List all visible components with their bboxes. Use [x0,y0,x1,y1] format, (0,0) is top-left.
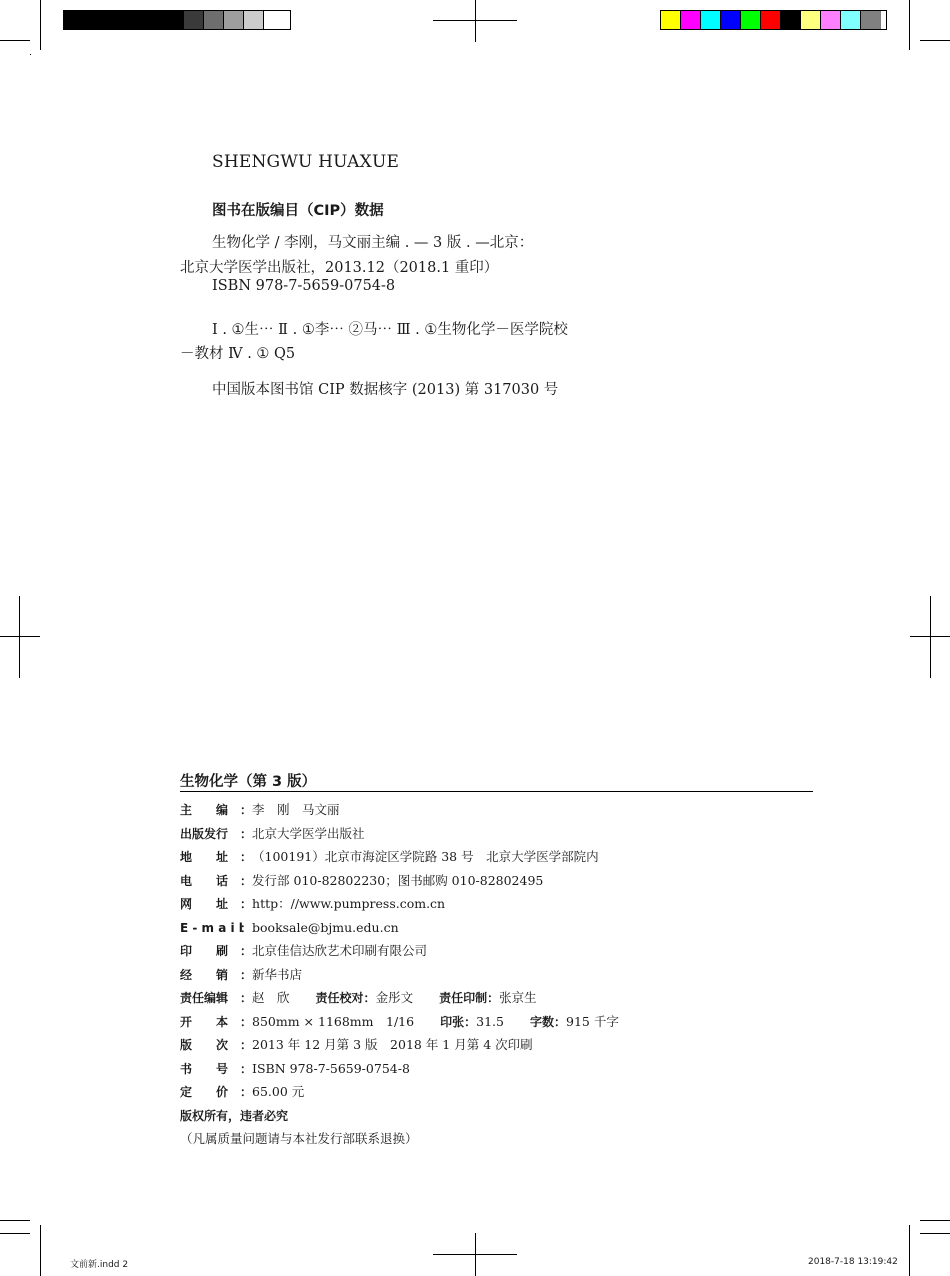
book-number-label: 书 号 [180,1061,229,1076]
book-number-value: ISBN 978-7-5659-0754-8 [252,1060,410,1076]
gray-swatch [244,11,264,29]
website-value: http：//www.pumpress.com.cn [252,896,446,911]
gray-swatch [124,11,144,29]
format-value: 850mm × 1168mm 1/16 [252,1013,415,1029]
color-swatch [801,11,821,29]
gray-swatch [224,11,244,29]
color-swatch [861,11,881,29]
gray-swatch [204,11,224,29]
info-row-printer: 印 刷 ： 北京佳信达欣艺术印刷有限公司 [180,942,820,966]
info-row-editor: 主 编 ： 李 刚 马文丽 [180,801,820,825]
romanized-title: SHENGWU HUAXUE [212,152,400,172]
color-swatch [681,11,701,29]
cip-classification-1: Ⅰ . ①生⋯ Ⅱ . ①李⋯ ②马⋯ Ⅲ . ①生物化学－医学院校 [212,322,568,338]
cip-isbn: ISBN 978-7-5659-0754-8 [212,278,396,294]
color-swatch [701,11,721,29]
cip-line-2: 北京大学医学出版社，2013.12（2018.1 重印） [180,260,499,276]
color-swatch [841,11,861,29]
address-label: 地 址 [180,850,229,864]
cip-heading: 图书在版编目（CIP）数据 [212,203,384,219]
email-value: booksale@bjmu.edu.cn [252,919,399,935]
color-swatch [721,11,741,29]
price-value: 65.00 元 [252,1084,305,1099]
word-count-label: 字数 [529,1014,554,1029]
quality-notice [180,1130,820,1154]
info-row-website: 网 址 ： http：//www.pumpress.com.cn [180,895,820,919]
editor-label: 主 编 [180,803,229,817]
proofreader-value: 金彤文 [375,990,414,1005]
info-row-email: E - m a i l ： booksale@bjmu.edu.cn [180,919,820,943]
cip-line-1: 生物化学 / 李刚，马文丽主编 . — 3 版 . —北京： [212,235,534,251]
edition-label: 版 次 [180,1038,229,1052]
publication-info [180,801,820,1154]
footer-timestamp: 2018-7-18 13:19:42 [808,1257,898,1267]
address-value: （100191）北京市海淀区学院路 38 号 北京大学医学部院内 [252,849,599,864]
footer-file-name: 文前新.indd 2 [70,1260,129,1270]
color-swatch [761,11,781,29]
quality-notice-text: （凡属质量问题请与本社发行部联系退换） [180,1131,418,1146]
gray-swatch [264,11,284,29]
grayscale-calibration-strip [63,10,291,30]
gray-swatch [144,11,164,29]
website-label: 网 址 [180,897,229,911]
info-row-edition: 版 次 ： 2013 年 12 月第 3 版 2018 年 1 月第 4 次印刷 [180,1036,820,1060]
printer-label: 印 刷 [180,944,229,958]
gray-swatch [84,11,104,29]
copyright-notice [180,1107,820,1131]
gray-swatch [104,11,124,29]
gray-swatch [64,11,84,29]
info-row-price: 定 价 ： 65.00 元 [180,1083,820,1107]
gray-swatch [164,11,184,29]
title-rule [180,791,813,792]
info-row-responsible-editors: 责任编辑 ： 赵 欣 责任校对 ： 金彤文 责任印制 ： 张京生 [180,989,820,1013]
sheets-value: 31.5 [476,1013,504,1029]
cip-classification-2: －教材 Ⅳ . ① Q5 [180,346,296,362]
word-count-value: 915 千字 [566,1013,619,1029]
edition-value: 2013 年 12 月第 3 版 2018 年 1 月第 4 次印刷 [252,1037,533,1052]
price-label: 定 价 [180,1085,229,1099]
book-title: 生物化学（第 3 版） [180,774,317,790]
info-row-address: 地 址 ： （100191）北京市海淀区学院路 38 号 北京大学医学部院内 [180,848,820,872]
color-swatch [821,11,841,29]
info-row-format: 开 本 ： 850mm × 1168mm 1/16 印张 ： 31.5 字数 ： 915 千字 [180,1013,820,1037]
copyright-text: 版权所有，违者必究 [180,1108,289,1123]
print-manager-value: 张京生 [499,990,537,1005]
format-label: 开 本 [180,1014,229,1029]
sheets-label: 印张 [440,1014,465,1029]
info-row-phone: 电 话 ： 发行部 010-82802230；图书邮购 010-82802495 [180,872,820,896]
info-row-distributor: 经 销 ： 新华书店 [180,966,820,990]
color-swatch [781,11,801,29]
publisher-label: 出版发行 [180,826,229,841]
printer-value: 北京佳信达欣艺术印刷有限公司 [252,943,428,958]
cip-verification-number: 中国版本图书馆 CIP 数据核字 (2013) 第 317030 号 [212,382,559,398]
info-row-book-number: 书 号 ： ISBN 978-7-5659-0754-8 [180,1060,820,1084]
email-label: E - m a i l [180,920,243,935]
info-row-publisher: 出版发行 ： 北京大学医学出版社 [180,825,820,849]
color-calibration-strip [660,10,887,30]
distributor-value: 新华书店 [252,966,303,982]
gray-swatch [184,11,204,29]
proofreader-label: 责任校对 [315,991,364,1005]
color-swatch [741,11,761,29]
phone-label: 电 话 [180,873,229,888]
responsible-editor-label: 责任编辑 [180,991,229,1005]
publisher-value: 北京大学医学出版社 [252,825,365,841]
editor-value: 李 刚 马文丽 [252,802,340,817]
distributor-label: 经 销 [180,967,229,982]
print-manager-label: 责任印制 [439,991,488,1005]
responsible-editor-value: 赵 欣 [252,990,290,1005]
phone-value: 发行部 010-82802230；图书邮购 010-82802495 [252,872,544,888]
color-swatch [661,11,681,29]
